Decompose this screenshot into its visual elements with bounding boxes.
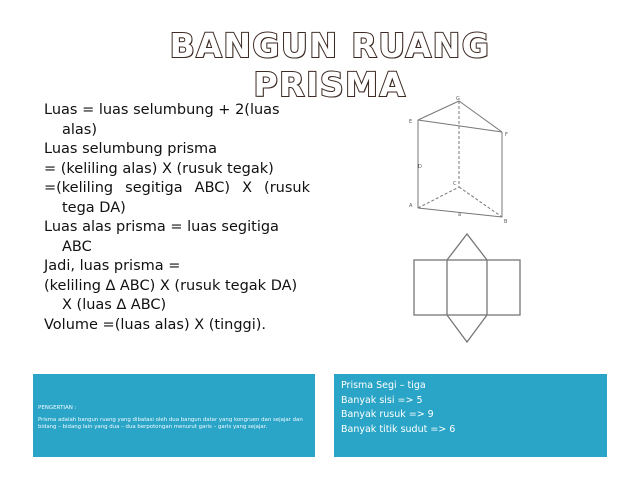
edge-label: a bbox=[458, 212, 462, 218]
definition-panel bbox=[33, 374, 315, 457]
formula-line: Luas = luas selumbung + 2(luas alas) bbox=[44, 102, 280, 138]
formula-line: Luas selumbung prisma bbox=[44, 141, 218, 157]
formula-line: Jadi, luas prisma = bbox=[44, 258, 181, 274]
property-item: Banyak titik sudut => 6 bbox=[341, 423, 456, 435]
properties-list bbox=[341, 379, 455, 437]
vertex-label-e: E bbox=[409, 119, 413, 125]
properties-panel bbox=[334, 374, 607, 457]
vertex-label-a: A bbox=[409, 203, 413, 209]
prism-3d-figure bbox=[404, 95, 528, 237]
vertex-label-d: D bbox=[418, 164, 422, 170]
formula-text bbox=[44, 101, 310, 335]
vertex-label-c: C bbox=[453, 181, 457, 187]
formula-line: Volume =(luas alas) X (tinggi). bbox=[44, 316, 267, 333]
property-item: Prisma Segi – tiga bbox=[341, 380, 426, 391]
formula-line: =(keliling segitiga ABC) X (rusuk tega DA) bbox=[44, 180, 310, 216]
slide-title: BANGUN RUANG PRISMA bbox=[169, 26, 491, 104]
property-item: Banyak sisi => 5 bbox=[341, 394, 423, 406]
formula-line: Luas alas prisma = luas segitiga ABC bbox=[44, 219, 279, 255]
property-item: Banyak rusuk => 9 bbox=[341, 409, 434, 420]
vertex-label-g: G bbox=[456, 96, 460, 102]
formula-line: = (keliling alas) X (rusuk tegak) bbox=[44, 160, 274, 177]
vertex-label-b: B bbox=[504, 219, 508, 225]
definition-label: PENGERTIAN : bbox=[38, 405, 77, 411]
prism-net-figure bbox=[404, 228, 534, 348]
vertex-label-f: F bbox=[505, 132, 508, 138]
definition-text: Prisma adalah bangun ruang yang dibatasi oleh dua bangun datar yang kongruen dan sejajar dan bidang – bidang lain yang dua – dua berpotongan menurut garis – garis yang sejajar. bbox=[38, 417, 303, 430]
formula-line: (keliling ∆ ABC) X (rusuk tegak DA) X (luas ∆ ABC) bbox=[44, 277, 298, 313]
